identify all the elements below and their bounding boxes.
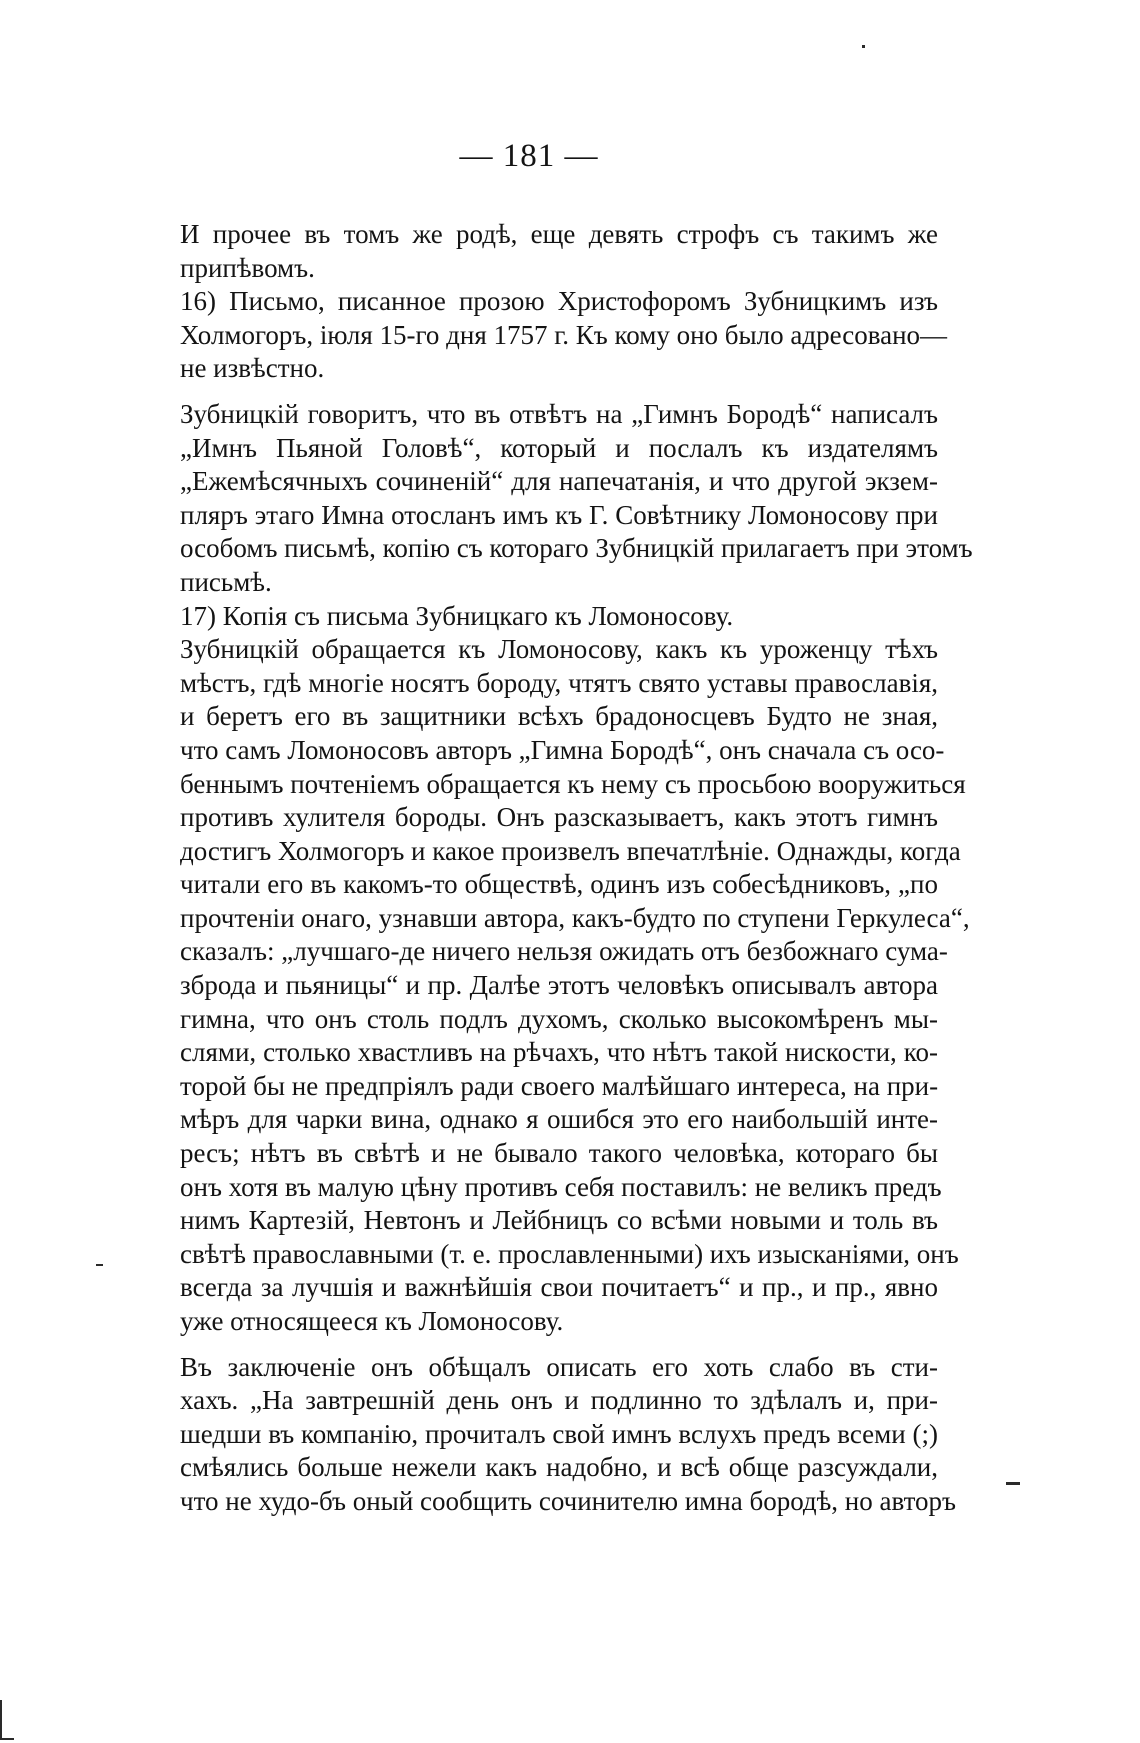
text-line: что самъ Ломоносовъ авторъ „Гимна Бородѣ“, онъ сначала съ осо-	[180, 734, 945, 765]
text-line: мѣстъ, гдѣ многіе носятъ бороду, чтятъ свято уставы православія,	[180, 667, 938, 698]
text-line: прочтеніи онаго, узнавши автора, какъ-будто по ступени Геркулеса“,	[180, 902, 970, 933]
text-line: зброда и пьяницы“ и пр. Далѣе этотъ человѣкъ описывалъ автора	[180, 970, 938, 1001]
text-line: припѣвомъ.	[180, 252, 315, 283]
text-line: сказалъ: „лучшаго-де ничего нельзя ожидать отъ безбожнаго сума-	[180, 936, 948, 967]
text-line: уже относящееся къ Ломоносову.	[180, 1306, 564, 1336]
text-line: Зубницкій обращается къ Ломоносову, какъ къ уроженцу тѣхъ	[180, 634, 938, 665]
text-line: мѣръ для чарки вина, однако я ошибся это его наибольшій инте-	[180, 1104, 938, 1135]
text-line: 16) Письмо, писанное прозою Христофоромъ Зубницкимъ изъ	[180, 286, 938, 317]
text-line: особомъ письмѣ, копію съ котораго Зубницкій прилагаетъ при этомъ	[180, 533, 973, 564]
text-line: Зубницкій говоритъ, что въ отвѣтъ на „Гимнъ Бородѣ“ написалъ „Имнъ Пьяной Головѣ“, который и послалъ къ издателямъ	[180, 398, 938, 463]
paragraph-gap	[180, 1339, 938, 1351]
text-line: торой бы не предпріялъ ради своего малѣйшаго интереса, на при-	[180, 1070, 939, 1101]
text-line: беннымъ почтеніемъ обращается къ нему съ просьбою вооружиться	[180, 768, 966, 799]
text-line: слями, столько хвастливъ на рѣчахъ, что нѣтъ такой нискости, ко-	[180, 1037, 938, 1068]
text-line: достигъ Холмогоръ и какое произвелъ впечатлѣніе. Однажды, когда	[180, 835, 961, 866]
scan-edge-mark	[0, 1738, 14, 1740]
text-line: противъ хулителя бороды. Онъ разсказываетъ, какъ этотъ гимнъ	[180, 802, 938, 833]
text-line: всегда за лучшія и важнѣйшія свои почитаетъ“ и пр., и пр., явно	[180, 1272, 938, 1303]
body-text	[180, 218, 973, 1519]
text-line: И прочее въ томъ же родѣ, еще девять строфъ съ такимъ же	[180, 219, 938, 249]
text-line: что не худо-бъ оный сообщить сочинителю имна бородѣ, но авторъ	[180, 1485, 956, 1516]
text-line: письмѣ.	[180, 566, 272, 597]
text-line: нимъ Картезій, Невтонъ и Лейбницъ со всѣми новыми и толь въ	[180, 1205, 938, 1236]
text-line: „Ежемѣсячныхъ сочиненій“ для напечатанія, и что другой экзем-	[180, 466, 938, 497]
text-line: не извѣстно.	[180, 353, 325, 384]
scan-edge-mark	[0, 1700, 2, 1740]
paragraph-gap	[180, 386, 938, 398]
text-line: читали его въ какомъ-то обществѣ, одинъ изъ собесѣдниковъ, „по	[180, 869, 938, 900]
page-number: — 181 —	[459, 138, 599, 174]
text-line: свѣтѣ православными (т. е. прославленными) ихъ изысканіями, онъ	[180, 1238, 959, 1269]
text-line: и беретъ его въ защитники всѣхъ брадоносцевъ Будто не зная,	[180, 701, 938, 732]
text-line: Холмогоръ, іюля 15-го дня 1757 г. Къ кому оно было адресовано—	[180, 319, 948, 350]
text-line: 17) Копія съ письма Зубницкаго къ Ломоносову.	[180, 600, 734, 631]
text-line: ресъ; нѣтъ въ свѣтѣ и не бывало такого человѣка, котораго бы	[180, 1138, 938, 1169]
text-line: Въ заключеніе онъ обѣщалъ описать его хоть слабо въ сти-	[180, 1351, 938, 1382]
scan-speck	[1006, 1482, 1020, 1485]
text-line: пляръ этаго Имна отосланъ имъ къ Г. Совѣтнику Ломоносову при	[180, 499, 938, 530]
text-line: гимна, что онъ столь подлъ духомъ, сколько высокомѣренъ мы-	[180, 1003, 938, 1034]
text-line: шедши въ компанію, прочиталъ свой имнъ вслухъ предъ всеми (;)	[180, 1418, 938, 1449]
text-line: онъ хотя въ малую цѣну противъ себя поставилъ: не великъ предъ	[180, 1171, 942, 1202]
scan-speck	[862, 45, 865, 48]
scan-speck	[96, 1264, 103, 1266]
text-line: хахъ. „На завтрешній день онъ и подлинно то здѣлалъ и, при-	[180, 1385, 938, 1416]
text-line: смѣялись больше нежели какъ надобно, и всѣ обще разсуждали,	[180, 1452, 938, 1483]
